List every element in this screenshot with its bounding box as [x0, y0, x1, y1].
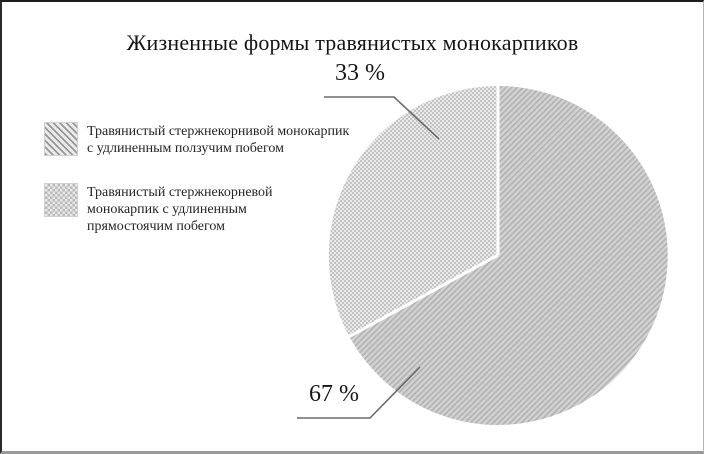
- legend-label-line: Травянистый стержнекорнивой монокарпик: [87, 124, 350, 139]
- legend-label-line: монокарпик с удлиненным: [87, 202, 247, 217]
- chart-title: Жизненные формы травянистых монокарпиков: [126, 30, 579, 55]
- legend-item-creeping-shoot: [44, 122, 374, 157]
- legend-label: [87, 122, 349, 157]
- diagonal-hatch-swatch-icon: [44, 122, 78, 156]
- legend-label-line: Травянистый стержнекорневой: [87, 185, 273, 200]
- legend: [44, 122, 374, 235]
- legend-label: [87, 183, 273, 235]
- legend-item-erect-shoot: [44, 183, 374, 235]
- checker-swatch-icon: [44, 183, 78, 217]
- data-label-33: 33 %: [335, 60, 385, 86]
- data-label-67: 67 %: [309, 381, 359, 407]
- legend-label-line: прямостоячим побегом: [87, 219, 225, 234]
- legend-label-line: с удлиненным ползучим побегом: [87, 141, 284, 156]
